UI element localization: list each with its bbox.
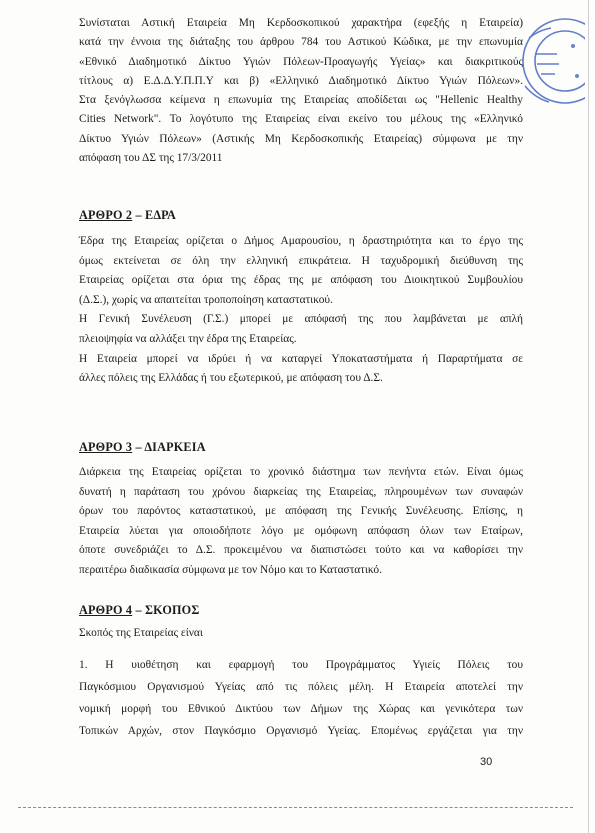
page-edge xyxy=(588,0,589,833)
intro-paragraph xyxy=(79,14,523,168)
article-4-title: – ΣΚΟΠΟΣ xyxy=(132,603,200,617)
article-4-number: ΑΡΘΡΟ 4 xyxy=(79,603,133,617)
article-4-subtitle: Σκοπός της Εταιρείας είναι xyxy=(79,627,203,639)
text-line: Εταιρεία λύεται για οποιοδήποτε λόγο με ομόφωνη απόφαση όλων των Εταίρων, xyxy=(79,524,523,537)
text-line: άλλες πόλεις της Ελλάδας ή του εξωτερικού, με απόφαση του Δ.Σ. xyxy=(79,372,383,385)
article-4-subtitle-block xyxy=(79,624,523,644)
text-line: Τοπικών Αρχών, στον Παγκόσμιο Οργανισμό Υγείας. Επομένως εργάζεται για την xyxy=(79,725,523,737)
article-4-body xyxy=(79,654,523,742)
article-3-body xyxy=(79,463,523,581)
text-line: όμως εκτείνεται σε όλη την ελληνική επικράτεια. Η ταχυδρομική διεύθυνση της xyxy=(79,254,523,267)
text-line: πλειοψηφία να αλλάξει την έδρα της Εταιρείας. xyxy=(79,332,297,345)
article-2-body xyxy=(79,232,523,389)
text-line: Η Γενική Συνέλευση (Γ.Σ.) μπορεί με απόφασή της που λαμβάνεται με απλή xyxy=(79,313,523,326)
text-line: δυνατή η παράταση του χρόνου διαρκείας της Εταιρείας, πληρουμένων των συναφών xyxy=(79,485,523,498)
text-line: Στα ξενόγλωσσα κείμενα η επωνυμία της Εταιρείας αποδίδεται ως "Hellenic Healthy xyxy=(79,94,523,107)
text-line: κατά την έννοια της διάταξης του άρθρου 784 του Αστικού Κώδικα, με την επωνυμία xyxy=(79,36,523,49)
article-3-heading xyxy=(79,440,206,455)
text-line: (Δ.Σ.), χωρίς να απαιτείται τροποποίηση καταστατικού. xyxy=(79,293,333,306)
text-line: 1. Η υιοθέτηση και εφαρμογή του Προγράμματος Υγιείς Πόλεις του xyxy=(79,659,523,671)
scan-edge-line xyxy=(18,807,573,809)
text-line: όρων του παρόντος καταστατικού, με απόφαση της Γενικής Συνέλευσης. Επίσης, η xyxy=(79,505,523,518)
text-line: περαιτέρω διαδικασία σύμφωνα με τον Νόμο και το Καταστατικό. xyxy=(79,563,382,576)
article-2-number: ΑΡΘΡΟ 2 xyxy=(79,208,133,222)
text-line: Έδρα της Εταιρείας ορίζεται ο Δήμος Αμαρουσίου, η δραστηριότητα και το έργο της xyxy=(79,235,523,247)
text-line: απόφαση του ΔΣ της 17/3/2011 xyxy=(79,152,223,165)
article-4-heading xyxy=(79,603,200,618)
article-2-heading xyxy=(79,208,176,223)
text-line: «Εθνικό Διαδημοτικό Δίκτυο Υγιών Πόλεων-Προαγωγής Υγείας» και διακριτικούς xyxy=(79,55,523,68)
article-3-title: – ΔΙΑΡΚΕΙΑ xyxy=(132,440,206,454)
text-line: Διάρκεια της Εταιρείας ορίζεται το χρονικό διάστημα των πενήντα ετών. Είναι όμως xyxy=(79,466,523,478)
text-line: Συνίσταται Αστική Εταιρεία Μη Κερδοσκοπικού χαρακτήρα (εφεξής η Εταιρεία) xyxy=(79,17,523,29)
official-stamp-icon xyxy=(495,6,585,116)
text-line: Παγκόσμιου Οργανισμού Υγείας από τις πόλεις μέλη. Η Εταιρεία αποτελεί την xyxy=(79,681,523,693)
text-line: Δίκτυο Υγιών Πόλεων» (Αστικής Μη Κερδοσκοπικής Εταιρείας) σύμφωνα με την xyxy=(79,132,523,145)
text-line: Cities Network". Το λογότυπο της Εταιρείας είναι εκείνο του μέλους της «Ελληνικό xyxy=(79,113,523,126)
text-line: Εταιρείας ορίζεται στα όρια της έδρας της με απόφαση του Διοικητικού Συμβουλίου xyxy=(79,274,523,287)
article-2-title: – ΕΔΡΑ xyxy=(132,208,177,222)
text-line: τίτλους α) Ε.Δ.Δ.Υ.Π.Π.Υ και β) «Ελληνικό Διαδημοτικό Δίκτυο Υγιών Πόλεων». xyxy=(79,74,523,87)
text-line: όποτε συνεδριάζει το Δ.Σ. προκειμένου να διαπιστώσει τούτο και να καθορίσει την xyxy=(79,544,523,557)
page-number: 30 xyxy=(480,756,493,768)
text-line: Η Εταιρεία μπορεί να ιδρύει ή να καταργεί Υποκαταστήματα ή Παραρτήματα σε xyxy=(79,352,523,365)
text-line: νομική μορφή του Εθνικού Δικτύου των Δήμων της Χώρας και γενικότερα των xyxy=(79,703,523,715)
article-3-number: ΑΡΘΡΟ 3 xyxy=(79,440,133,454)
